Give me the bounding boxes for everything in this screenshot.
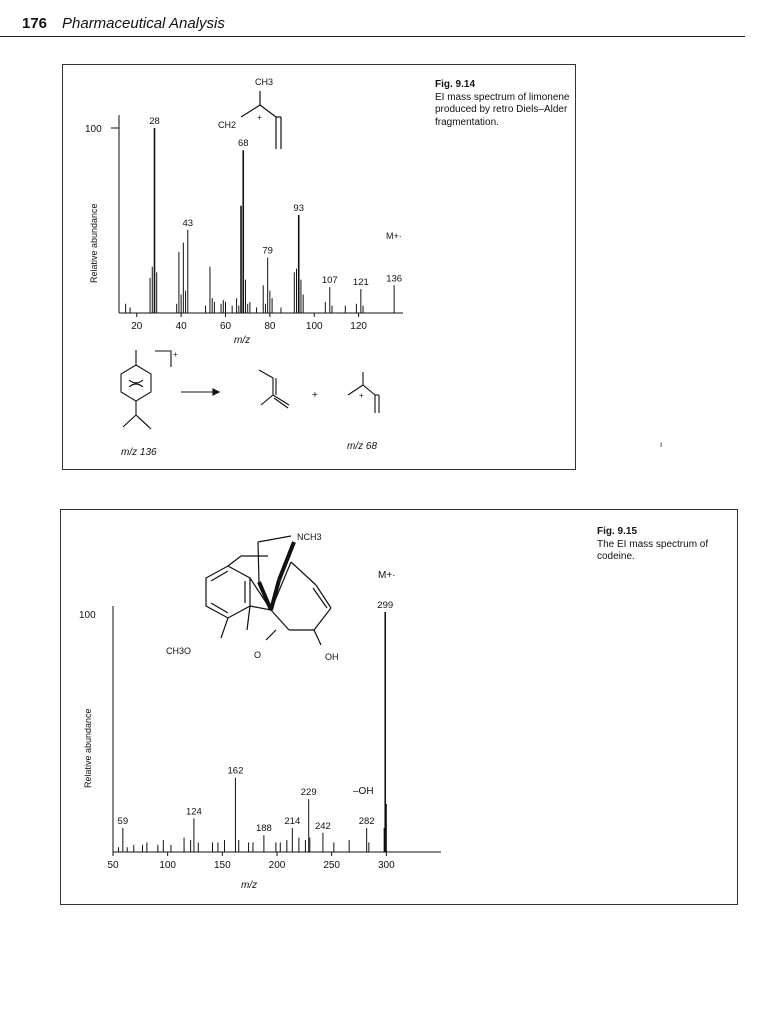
caption-text: EI mass spectrum of limonene produced by retro Diels–Alder fragmentation. <box>435 91 570 128</box>
x-tick-label: 100 <box>305 321 323 332</box>
peak-label: 43 <box>182 217 194 229</box>
peak-label: 28 <box>149 116 160 127</box>
x-tick-label: 150 <box>213 860 231 871</box>
x-axis-label: m/z <box>241 880 258 891</box>
fragmentation-scheme <box>121 350 379 429</box>
page-number: 176 <box>22 15 48 32</box>
mz136-label: m/z 136 <box>121 447 157 458</box>
limonene-figure-svg <box>63 65 575 469</box>
codeine-spectrum <box>79 570 441 891</box>
charge-label: + <box>257 113 262 122</box>
peak-label: 107 <box>321 275 338 287</box>
loss-oh-label: –OH <box>353 786 374 797</box>
radical-cation-charge: + <box>173 350 178 359</box>
nch3-label: NCH3 <box>297 532 322 542</box>
figure-9-14 <box>62 64 576 470</box>
page-header <box>0 10 745 37</box>
caption-text: The EI mass spectrum of codeine. <box>597 538 709 562</box>
reaction-arrow <box>213 389 219 395</box>
x-tick-label: 300 <box>377 860 395 871</box>
molecular-ion-label: M+· <box>378 570 396 581</box>
plus-sign: + <box>312 390 318 401</box>
peak-label: 136 <box>386 273 403 285</box>
x-axis-label: m/z <box>234 335 251 346</box>
ch3o-label: CH3O <box>166 646 192 656</box>
stray-mark: ı <box>660 440 663 449</box>
x-tick-label: 100 <box>159 860 177 871</box>
peak-label: 188 <box>255 823 272 835</box>
o-label: O <box>254 650 262 660</box>
peak-label: 124 <box>185 806 202 818</box>
peak-label: 282 <box>358 816 375 827</box>
x-tick-label: 40 <box>175 321 187 332</box>
ch2-label: CH2 <box>218 120 237 130</box>
peak-label: 59 <box>117 816 129 827</box>
oh-label: OH <box>325 652 339 662</box>
x-tick-label: 200 <box>268 860 286 871</box>
y-tick-label: 100 <box>79 610 96 621</box>
peak-label: 162 <box>227 765 244 777</box>
running-title: Pharmaceutical Analysis <box>62 15 225 32</box>
ch3-label: CH3 <box>255 77 274 87</box>
aromatic-ring <box>206 566 250 618</box>
y-axis-label: Relative abundance <box>83 708 93 788</box>
peak-label: 79 <box>262 245 273 257</box>
x-tick-label: 80 <box>264 321 276 332</box>
x-tick-label: 50 <box>107 860 119 871</box>
caption-label: Fig. 9.15 <box>597 526 638 537</box>
y-tick-label: 100 <box>85 124 102 135</box>
figure-9-15 <box>60 509 738 905</box>
limonene-spectrum <box>85 115 403 346</box>
molecular-ion-label: M+· <box>386 231 402 241</box>
peak-label: 214 <box>284 816 301 827</box>
peak-label: 93 <box>293 202 305 214</box>
mz68-label: m/z 68 <box>347 441 378 452</box>
x-tick-label: 20 <box>131 321 143 332</box>
x-tick-label: 250 <box>323 860 341 871</box>
peak-label: 229 <box>300 787 317 799</box>
ring-electron-arrow <box>129 380 143 383</box>
y-axis-label: Relative abundance <box>89 203 99 283</box>
peak-label: 121 <box>352 276 369 288</box>
codeine-figure-svg <box>61 510 737 904</box>
codeine-structure <box>206 536 331 645</box>
peak-label: 242 <box>314 820 331 832</box>
cation-charge: + <box>359 391 364 400</box>
peak-label: 299 <box>377 600 394 611</box>
ring-electron-arrow <box>129 384 143 387</box>
peak-label: 68 <box>237 138 249 150</box>
x-tick-label: 120 <box>350 321 367 332</box>
x-tick-label: 60 <box>219 321 232 332</box>
caption-label: Fig. 9.14 <box>435 79 476 90</box>
